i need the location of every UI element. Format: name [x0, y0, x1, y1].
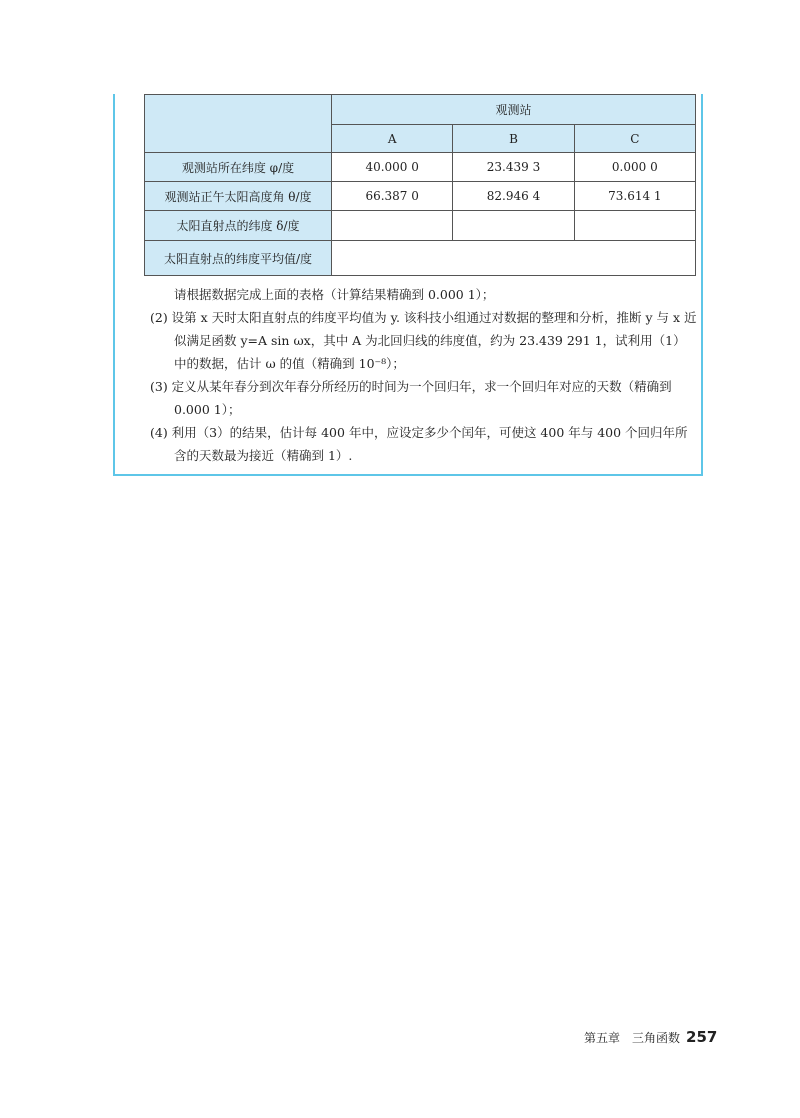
- group-header: 观测站: [332, 95, 696, 125]
- question-item-2: (2) 设第 x 天时太阳直射点的纬度平均值为 y. 该科技小组通过对数据的整理和分析，推断 y 与 x 近似满足函数 y=A sin ωx，其中 A 为北回归线的纬度值，约为 23.439 291 1，试利用（1）中的数据，估计 ω 的值（精确到 10⁻⁸）；: [150, 310, 697, 371]
- question-line-1: 请根据数据完成上面的表格（计算结果精确到 0.000 1）；: [174, 287, 495, 302]
- row-label: 太阳直射点的纬度平均值/度: [145, 241, 332, 276]
- exercise-text: [150, 283, 698, 467]
- table-cell: 66.387 0: [332, 182, 453, 211]
- row-label: 观测站所在纬度 φ/度: [145, 153, 332, 182]
- row-label: 太阳直射点的纬度 δ/度: [145, 211, 332, 241]
- table-corner-cell: [145, 95, 332, 153]
- table-cell: 23.439 3: [453, 153, 574, 182]
- table-row: [145, 211, 696, 241]
- observation-table: [144, 94, 696, 276]
- table-row: [145, 153, 696, 182]
- page-footer: [584, 1028, 717, 1046]
- page-number: 257: [686, 1028, 718, 1046]
- row-label: 观测站正午太阳高度角 θ/度: [145, 182, 332, 211]
- question-item-3: (3) 定义从某年春分到次年春分所经历的时间为一个回归年，求一个回归年对应的天数（精确到 0.000 1）；: [150, 379, 672, 417]
- column-header-b: B: [453, 125, 574, 153]
- table-cell: 82.946 4: [453, 182, 574, 211]
- column-header-c: C: [574, 125, 695, 153]
- table-cell-empty: [332, 241, 696, 276]
- table-cell: 40.000 0: [332, 153, 453, 182]
- table-row: [145, 241, 696, 276]
- table-cell-empty: [453, 211, 574, 241]
- table-cell-empty: [332, 211, 453, 241]
- table-row: [145, 182, 696, 211]
- table-cell: 0.000 0: [574, 153, 695, 182]
- table-cell: 73.614 1: [574, 182, 695, 211]
- question-item-4: (4) 利用（3）的结果，估计每 400 年中，应设定多少个闰年，可使这 400 年与 400 个回归年所含的天数最为接近（精确到 1）.: [150, 425, 688, 463]
- table-cell-empty: [574, 211, 695, 241]
- column-header-a: A: [332, 125, 453, 153]
- chapter-title: 第五章 三角函数: [584, 1031, 681, 1045]
